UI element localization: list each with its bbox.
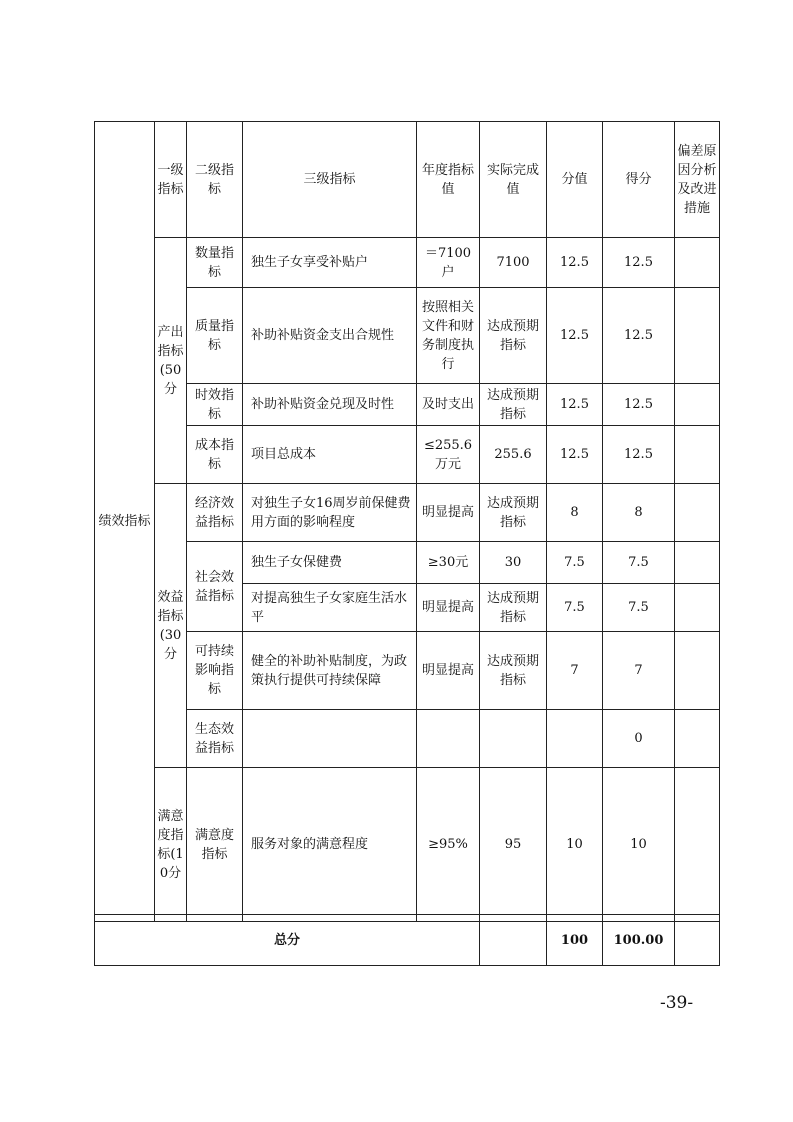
header-score-got: 得分 xyxy=(603,122,675,238)
row-l2: 时效指标 xyxy=(187,384,243,426)
row-score: 7.5 xyxy=(603,542,675,584)
row-l3: 健全的补助补贴制度，为政策执行提供可持续保障 xyxy=(243,632,417,710)
total-value: 100 xyxy=(547,915,603,966)
row-actual xyxy=(480,710,547,768)
row-actual: 255.6 xyxy=(480,426,547,484)
table-row xyxy=(95,238,720,288)
row-actual: 30 xyxy=(480,542,547,584)
row-l2: 质量指标 xyxy=(187,288,243,384)
table-row xyxy=(95,426,720,484)
row-l2: 经济效益指标 xyxy=(187,484,243,542)
row-deviation xyxy=(675,632,720,710)
header-deviation: 偏差原因分析及改进措施 xyxy=(675,122,720,238)
row-l2: 数量指标 xyxy=(187,238,243,288)
row-l3: 独生子女保健费 xyxy=(243,542,417,584)
total-score: 100.00 xyxy=(603,915,675,966)
row-actual: 达成预期指标 xyxy=(480,484,547,542)
row-l3: 补助补贴资金兑现及时性 xyxy=(243,384,417,426)
table-row xyxy=(95,484,720,542)
row-l3: 独生子女享受补贴户 xyxy=(243,238,417,288)
row-l3: 项目总成本 xyxy=(243,426,417,484)
row-l3 xyxy=(243,710,417,768)
row-target: 明显提高 xyxy=(417,584,480,632)
total-row xyxy=(95,915,720,966)
row-deviation xyxy=(675,426,720,484)
row-l2: 社会效益指标 xyxy=(187,542,243,632)
row-l3: 对提高独生子女家庭生活水平 xyxy=(243,584,417,632)
level1-benefit: 效益指标(30分 xyxy=(155,484,187,768)
row-deviation xyxy=(675,288,720,384)
row-deviation xyxy=(675,768,720,922)
row-deviation xyxy=(675,542,720,584)
row-actual: 达成预期指标 xyxy=(480,584,547,632)
row-l2: 成本指标 xyxy=(187,426,243,484)
row-score: 7.5 xyxy=(603,584,675,632)
group-label-cell: 绩效指标 xyxy=(95,122,155,922)
total-actual xyxy=(480,915,547,966)
row-value: 8 xyxy=(547,484,603,542)
row-score: 0 xyxy=(603,710,675,768)
row-value: 12.5 xyxy=(547,238,603,288)
header-level2: 二级指标 xyxy=(187,122,243,238)
row-value: 7.5 xyxy=(547,584,603,632)
row-l2: 满意度指标 xyxy=(187,768,243,922)
table-row xyxy=(95,768,720,922)
total-deviation xyxy=(675,915,720,966)
row-value: 12.5 xyxy=(547,288,603,384)
page-number: -39- xyxy=(660,993,694,1013)
row-target: 按照相关文件和财务制度执行 xyxy=(417,288,480,384)
row-deviation xyxy=(675,484,720,542)
row-target: 明显提高 xyxy=(417,632,480,710)
row-score: 12.5 xyxy=(603,288,675,384)
header-annual-target: 年度指标值 xyxy=(417,122,480,238)
row-l3: 服务对象的满意程度 xyxy=(243,768,417,922)
row-target: ≥30元 xyxy=(417,542,480,584)
row-value: 12.5 xyxy=(547,384,603,426)
total-label: 总分 xyxy=(95,915,480,966)
row-target: ＝7100户 xyxy=(417,238,480,288)
table-row xyxy=(95,384,720,426)
table-row xyxy=(95,632,720,710)
row-l2: 可持续影响指标 xyxy=(187,632,243,710)
row-actual: 达成预期指标 xyxy=(480,384,547,426)
performance-table xyxy=(94,121,720,922)
row-target: ≤255.6万元 xyxy=(417,426,480,484)
header-actual: 实际完成值 xyxy=(480,122,547,238)
row-score: 12.5 xyxy=(603,426,675,484)
row-deviation xyxy=(675,584,720,632)
row-target xyxy=(417,710,480,768)
header-score-value: 分值 xyxy=(547,122,603,238)
row-target: 明显提高 xyxy=(417,484,480,542)
level1-satisfaction: 满意度指标(10分 xyxy=(155,768,187,922)
row-l3: 对独生子女16周岁前保健费用方面的影响程度 xyxy=(243,484,417,542)
row-score: 10 xyxy=(603,768,675,922)
header-level3: 三级指标 xyxy=(243,122,417,238)
header-level1: 一级指标 xyxy=(155,122,187,238)
row-score: 8 xyxy=(603,484,675,542)
row-score: 12.5 xyxy=(603,384,675,426)
row-score: 12.5 xyxy=(603,238,675,288)
row-score: 7 xyxy=(603,632,675,710)
row-target: ≥95% xyxy=(417,768,480,922)
row-actual: 7100 xyxy=(480,238,547,288)
row-l2: 生态效益指标 xyxy=(187,710,243,768)
row-l3: 补助补贴资金支出合规性 xyxy=(243,288,417,384)
row-actual: 95 xyxy=(480,768,547,922)
total-table xyxy=(94,914,720,966)
row-deviation xyxy=(675,238,720,288)
row-value: 7 xyxy=(547,632,603,710)
row-value: 7.5 xyxy=(547,542,603,584)
row-actual: 达成预期指标 xyxy=(480,632,547,710)
table-header-row xyxy=(95,122,720,238)
row-deviation xyxy=(675,710,720,768)
row-target: 及时支出 xyxy=(417,384,480,426)
table-row xyxy=(95,542,720,584)
row-deviation xyxy=(675,384,720,426)
row-value: 12.5 xyxy=(547,426,603,484)
table-row xyxy=(95,710,720,768)
table-row xyxy=(95,288,720,384)
row-value: 10 xyxy=(547,768,603,922)
level1-output: 产出指标(50分 xyxy=(155,238,187,484)
row-value xyxy=(547,710,603,768)
row-actual: 达成预期指标 xyxy=(480,288,547,384)
